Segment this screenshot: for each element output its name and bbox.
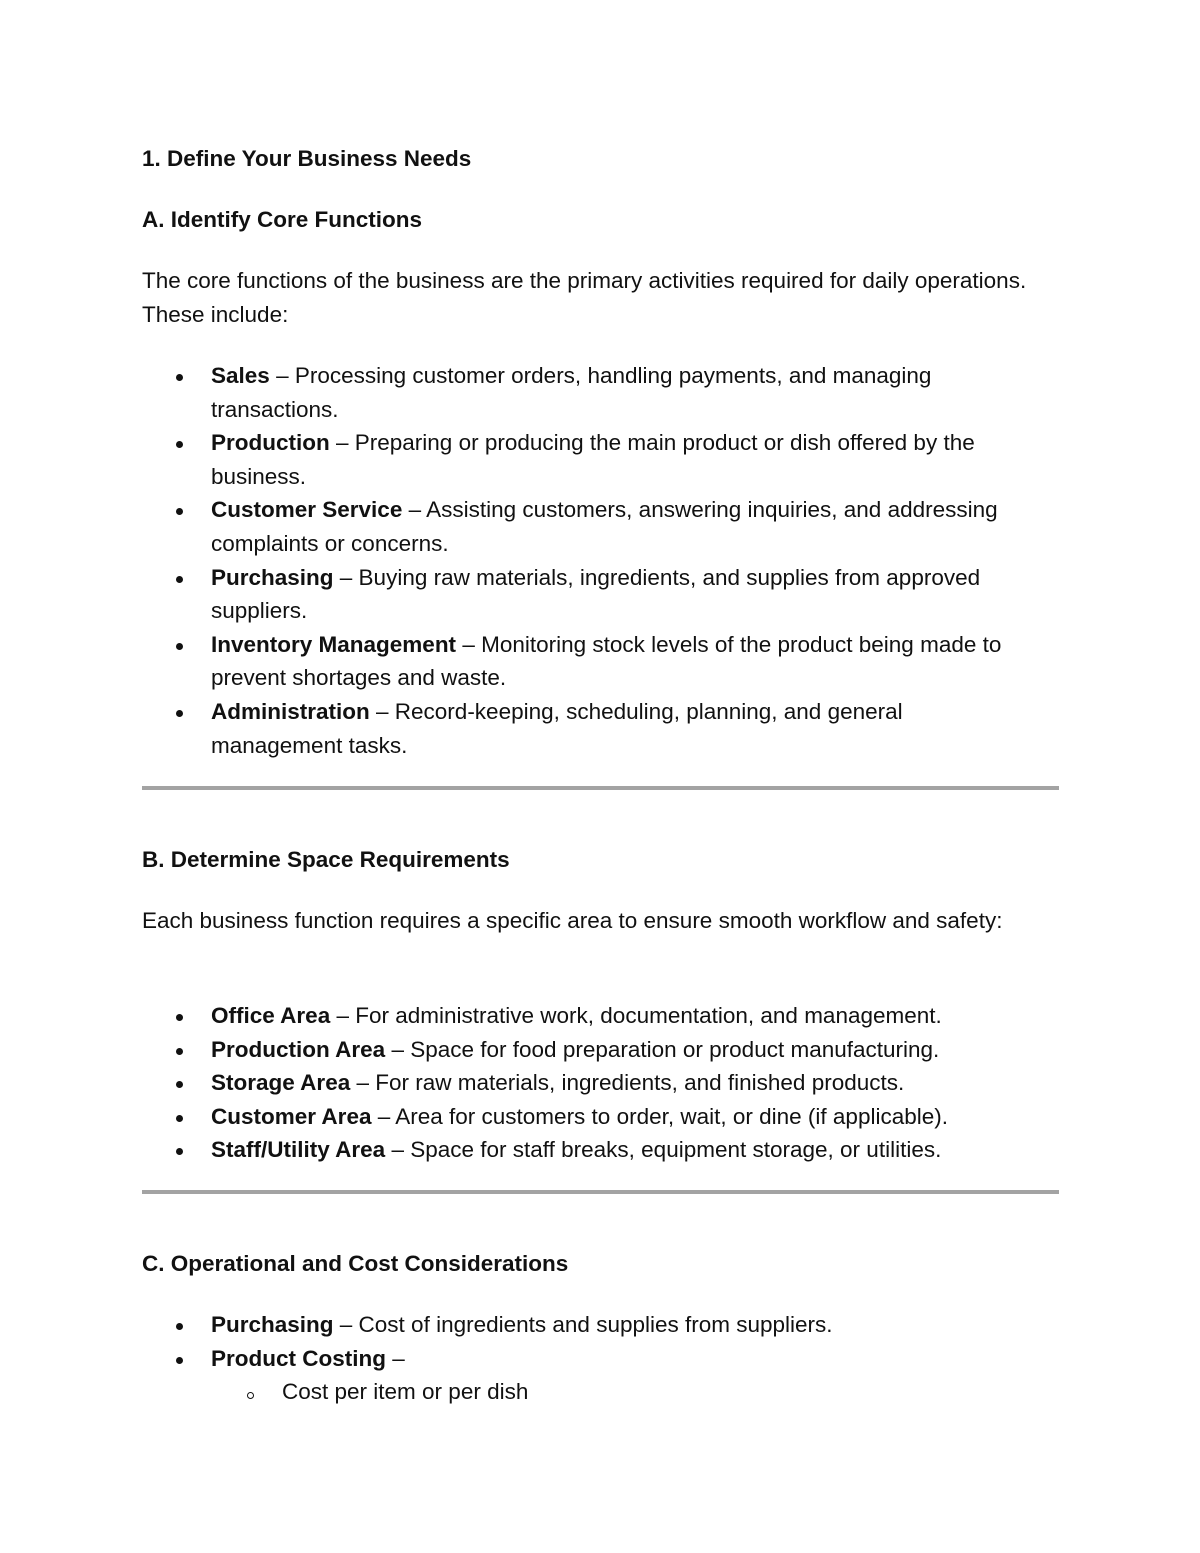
item-term: Administration [211, 698, 370, 724]
section-b-list [0, 999, 1040, 1167]
list-item [0, 999, 1031, 1033]
section-a-heading: A. Identify Core Functions [142, 207, 423, 232]
section-a-list [0, 359, 1040, 762]
bullet-icon [176, 576, 183, 583]
item-description: – Assisting customers, answering inquiries, and addressing complaints or concerns. [211, 497, 998, 556]
item-term: Sales [211, 363, 270, 388]
sub-item-text: Cost per item or per dish [282, 1379, 529, 1404]
bullet-icon [176, 508, 183, 515]
section-c-list [0, 1308, 1040, 1375]
bullet-icon [176, 1014, 183, 1021]
bullet-icon [176, 1048, 183, 1055]
horizontal-divider [142, 1190, 1059, 1194]
item-description: – Space for food preparation or product manufacturing. [385, 1036, 940, 1062]
item-term: Office Area [211, 1003, 331, 1028]
item-description: – Area for customers to order, wait, or dine (if applicable). [371, 1103, 948, 1129]
item-description: – Buying raw materials, ingredients, and supplies from approved suppliers. [211, 564, 981, 624]
list-item [0, 695, 1031, 762]
section-c-heading: C. Operational and Cost Considerations [142, 1251, 569, 1276]
item-description: – Processing customer orders, handling payments, and managing transactions. [211, 363, 932, 422]
bullet-icon [176, 1081, 183, 1088]
item-description: – Preparing or producing the main product or dish offered by the business. [211, 430, 975, 489]
bullet-icon [176, 1323, 183, 1330]
bullet-icon [176, 643, 183, 650]
bullet-icon [176, 1115, 183, 1122]
item-term: Product Costing [211, 1345, 386, 1371]
item-description: – For administrative work, documentation, and management. [330, 1003, 942, 1028]
item-description: – Monitoring stock levels of the product being made to prevent shortages and waste. [211, 631, 1002, 691]
item-term: Storage Area [211, 1070, 351, 1096]
section-b-intro: Each business function requires a specific area to ensure smooth workflow and safety: [142, 908, 1003, 933]
sub-list-item [0, 1375, 528, 1409]
list-item [0, 1308, 1031, 1342]
bullet-icon [176, 710, 183, 717]
item-term: Customer Area [211, 1103, 372, 1129]
item-term: Inventory Management [211, 631, 457, 657]
item-description: – [386, 1345, 405, 1371]
list-item [0, 561, 1031, 628]
bullet-icon [176, 1357, 183, 1364]
horizontal-divider [142, 786, 1059, 790]
item-term: Purchasing [211, 564, 334, 590]
item-term: Customer Service [211, 497, 403, 523]
bullet-icon [176, 374, 183, 381]
hollow-bullet-icon [247, 1392, 254, 1399]
item-term: Staff/Utility Area [211, 1137, 386, 1163]
list-item [0, 426, 1031, 493]
section-c-sublist [0, 1375, 528, 1409]
document-title: 1. Define Your Business Needs [142, 146, 472, 171]
item-term: Purchasing [211, 1312, 334, 1337]
list-item [0, 1342, 1031, 1376]
item-description: – Space for staff breaks, equipment storage, or utilities. [385, 1137, 942, 1163]
item-term: Production [211, 430, 330, 456]
list-item [0, 359, 1031, 426]
list-item [0, 493, 1031, 560]
item-term: Production Area [211, 1036, 386, 1062]
bullet-icon [176, 1148, 183, 1155]
item-description: – Cost of ingredients and supplies from suppliers. [333, 1312, 833, 1337]
list-item [0, 1133, 1031, 1167]
list-item [0, 1033, 1031, 1067]
section-b-heading: B. Determine Space Requirements [142, 847, 510, 872]
list-item [0, 1066, 1031, 1100]
item-description: – Record-keeping, scheduling, planning, and general management tasks. [211, 698, 903, 758]
bullet-icon [176, 441, 183, 448]
list-item [0, 628, 1031, 695]
item-description: – For raw materials, ingredients, and finished products. [350, 1070, 905, 1096]
section-a-intro: The core functions of the business are the primary activities required for daily operations. These include: [142, 268, 1027, 327]
list-item [0, 1100, 1031, 1134]
